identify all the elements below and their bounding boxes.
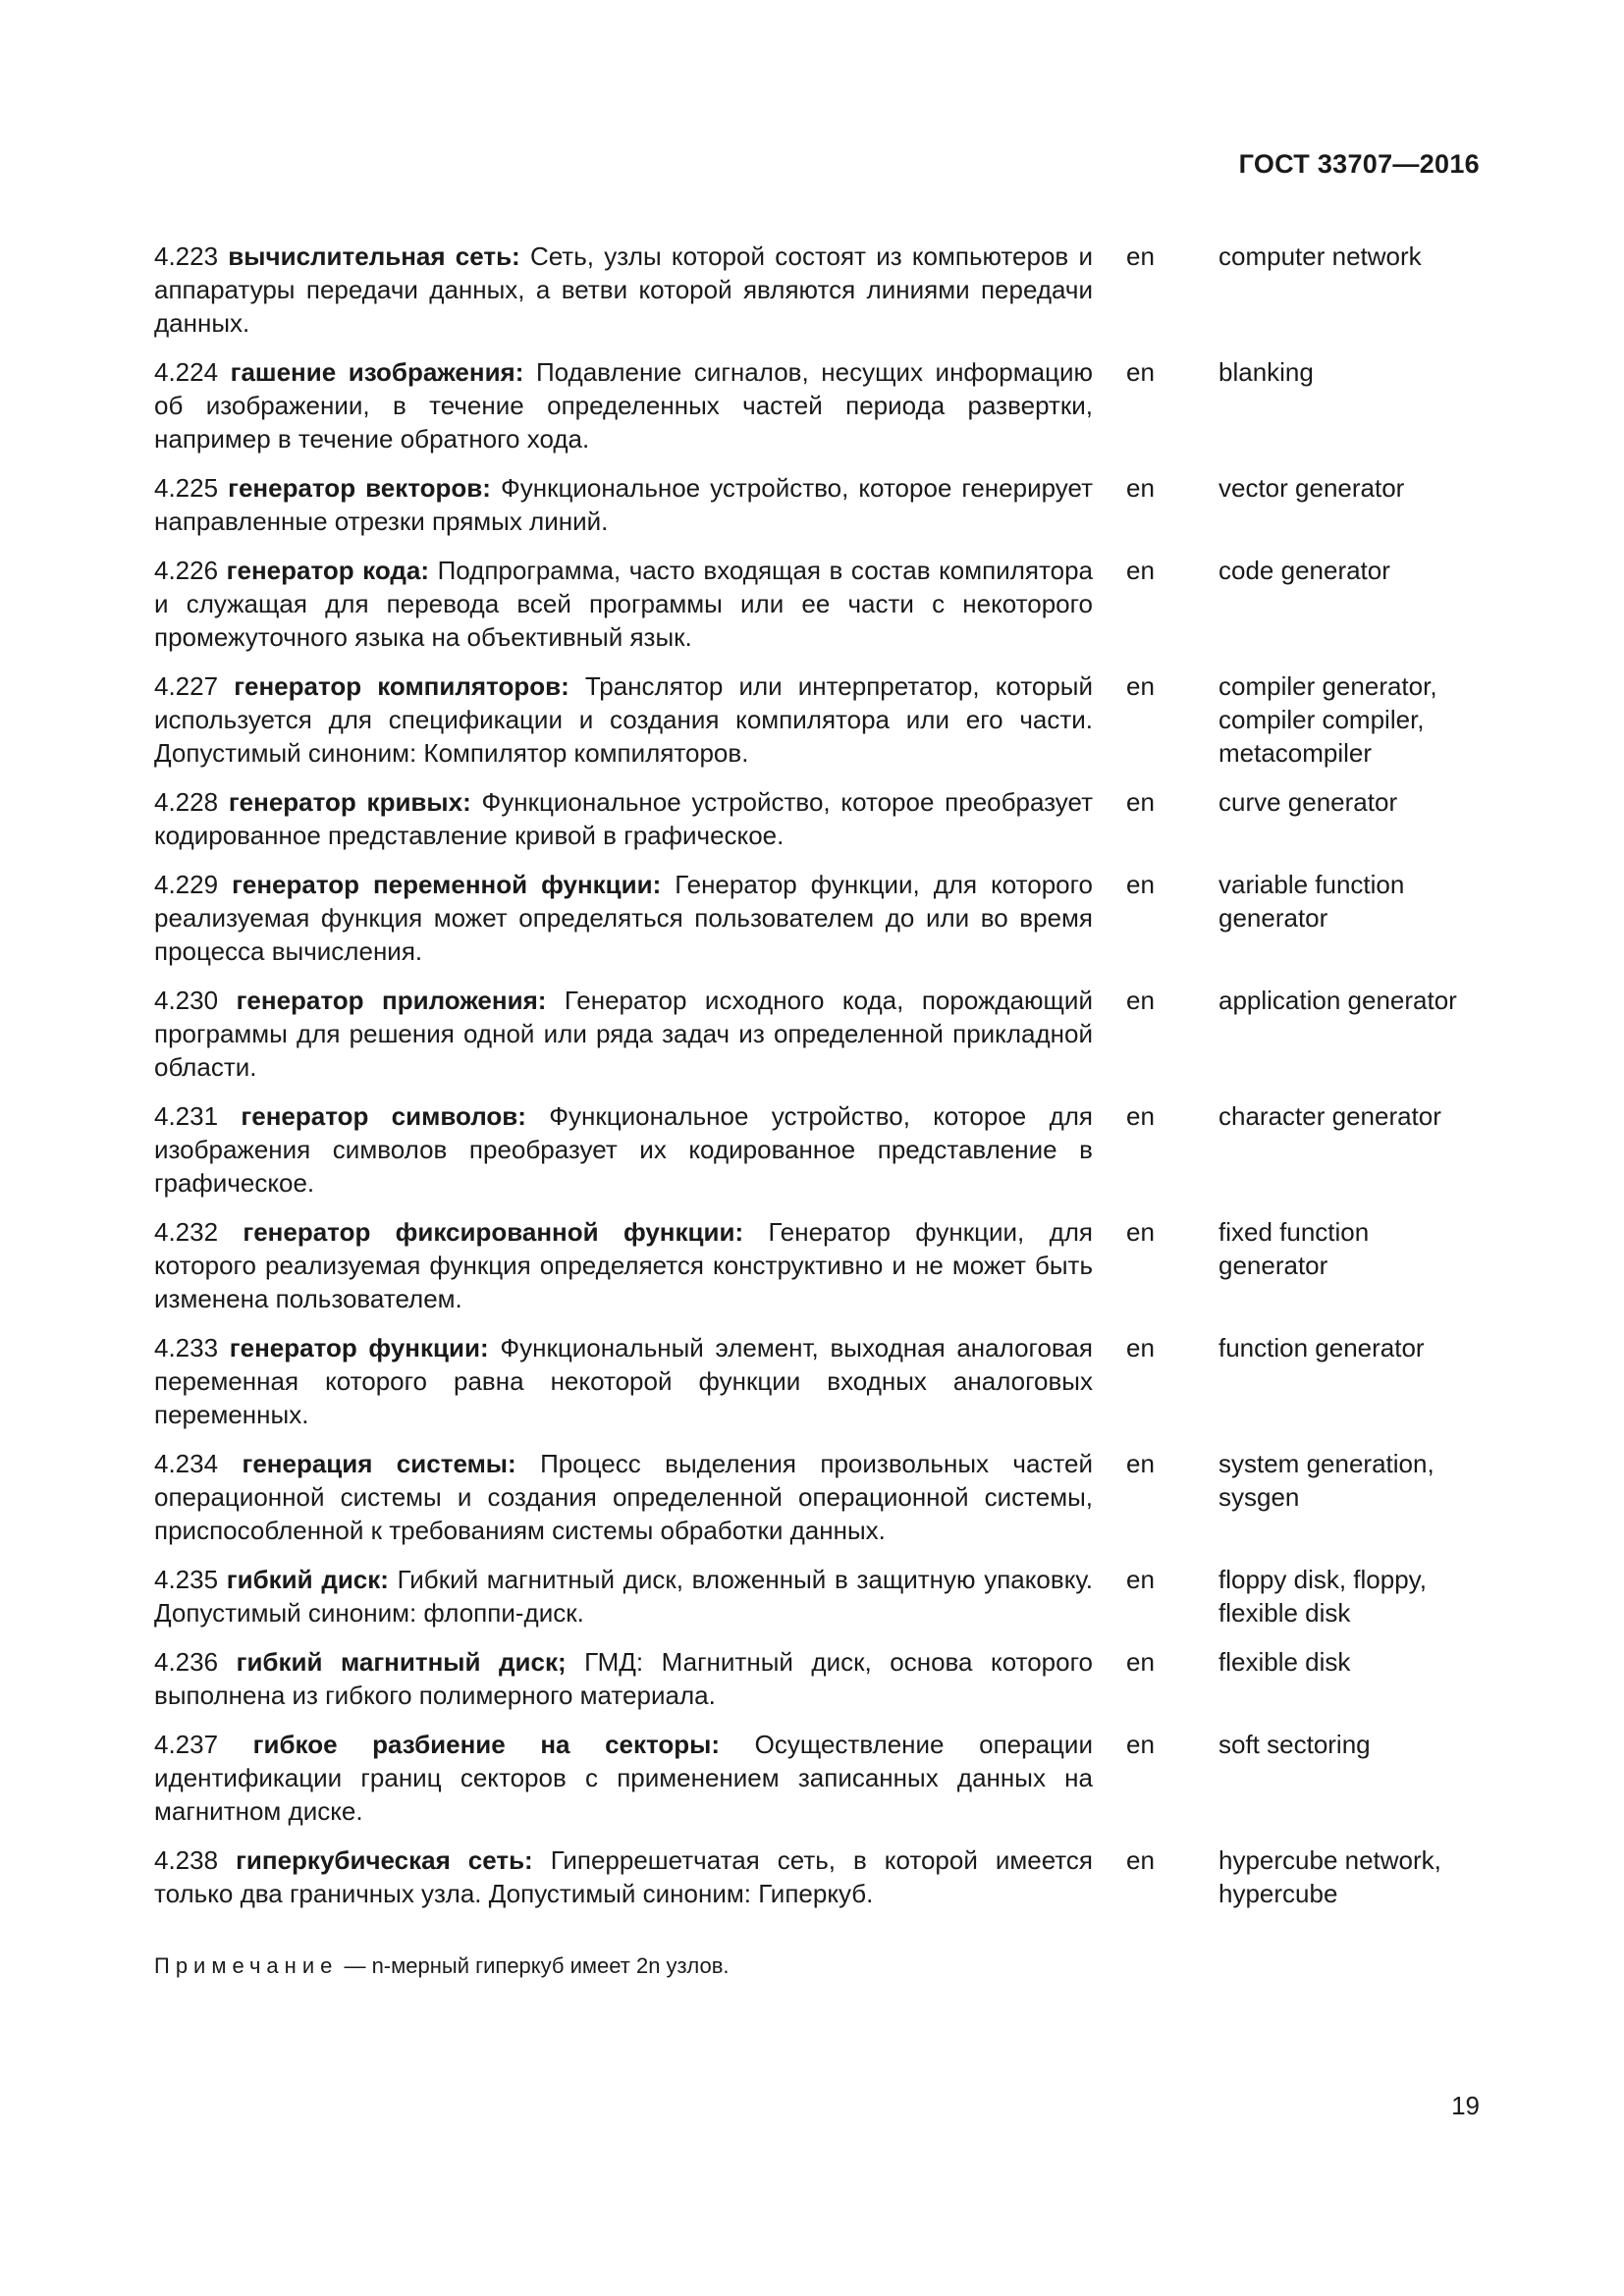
- term-list: [154, 240, 1480, 1926]
- note-text: — n-мерный гиперкуб имеет 2n узлов.: [338, 1953, 730, 1978]
- term-name: гибкий диск:: [226, 1565, 389, 1594]
- term-number: 4.235: [154, 1565, 219, 1594]
- term-name: генератор фиксированной функции:: [243, 1217, 744, 1247]
- term-number: 4.223: [154, 241, 219, 271]
- term-definition-block: [154, 471, 1093, 538]
- term-number: 4.234: [154, 1449, 219, 1478]
- language-code: en: [1126, 1565, 1155, 1594]
- english-equivalent: [1218, 785, 1480, 819]
- english-term-line: floppy disk, floppy,: [1218, 1565, 1427, 1594]
- term-definition: ГМД: Магнитный диск, основа которого выполнена из гибкого полимерного материала.: [154, 1647, 1093, 1710]
- term-entry: [154, 554, 1480, 654]
- term-definition: Осуществление операции идентификации границ секторов с применением записанных данных на магнитном диске.: [154, 1730, 1093, 1826]
- term-number: 4.237: [154, 1730, 219, 1759]
- term-entry: [154, 669, 1480, 770]
- english-equivalent: [1218, 1843, 1480, 1910]
- term-definition-block: [154, 1099, 1093, 1200]
- term-definition: Функциональный элемент, выходная аналоговая переменная которого равна некоторой функции входных аналоговых переменных.: [154, 1333, 1093, 1429]
- term-definition: Генератор функции, для которого реализуемая функция определяется конструктивно и не может быть изменена пользователем.: [154, 1217, 1093, 1313]
- term-entry: [154, 1843, 1480, 1910]
- term-definition-block: [154, 984, 1093, 1084]
- english-term-line: hypercube: [1218, 1879, 1338, 1908]
- english-equivalent: [1218, 1331, 1480, 1364]
- english-equivalent: [1218, 1215, 1480, 1282]
- language-code: en: [1126, 787, 1155, 817]
- english-term-line: character generator: [1218, 1101, 1441, 1131]
- language-code: en: [1126, 671, 1155, 701]
- term-entry: [154, 785, 1480, 852]
- english-term-line: blanking: [1218, 357, 1314, 387]
- term-name: гашение изображения:: [230, 357, 524, 387]
- term-number: 4.236: [154, 1647, 219, 1677]
- english-term-line: function generator: [1218, 1333, 1425, 1362]
- term-name: генератор функции:: [229, 1333, 489, 1362]
- term-definition-block: [154, 554, 1093, 654]
- term-entry: [154, 240, 1480, 340]
- term-definition: Функциональное устройство, которое для изображения символов преобразует их кодированное представление в графическое.: [154, 1101, 1093, 1198]
- term-name: гиперкубическая сеть:: [236, 1845, 533, 1875]
- term-entry: [154, 355, 1480, 455]
- term-definition-block: [154, 1843, 1093, 1910]
- language-code: en: [1126, 1449, 1155, 1478]
- language-code: en: [1126, 1333, 1155, 1362]
- english-term-line: compiler compiler,: [1218, 705, 1425, 734]
- term-entry: [154, 471, 1480, 538]
- term-entry: [154, 1563, 1480, 1629]
- english-equivalent: [1218, 1728, 1480, 1761]
- term-number: 4.226: [154, 556, 219, 585]
- language-code: en: [1126, 357, 1155, 387]
- english-equivalent: [1218, 1099, 1480, 1133]
- english-term-line: generator: [1218, 903, 1328, 933]
- term-definition: Транслятор или интерпретатор, который используется для спецификации и создания компилятора или его части. Допустимый синоним: Компилятор компиляторов.: [154, 671, 1093, 768]
- term-number: 4.224: [154, 357, 219, 387]
- term-definition: Подавление сигналов, несущих информацию об изображении, в течение определенных частей периода развертки, например в течение обратного хода.: [154, 357, 1093, 454]
- english-term-line: hypercube network,: [1218, 1845, 1441, 1875]
- term-definition-block: [154, 785, 1093, 852]
- term-number: 4.231: [154, 1101, 219, 1131]
- term-entry: [154, 1645, 1480, 1712]
- term-definition-block: [154, 1215, 1093, 1315]
- language-code: en: [1126, 986, 1155, 1015]
- english-term-line: soft sectoring: [1218, 1730, 1371, 1759]
- term-name: генератор векторов:: [228, 473, 491, 503]
- english-term-line: variable function: [1218, 870, 1405, 899]
- english-equivalent: [1218, 1563, 1480, 1629]
- term-name: вычислительная сеть:: [228, 241, 520, 271]
- term-name: генератор символов:: [241, 1101, 526, 1131]
- term-name: генератор компиляторов:: [234, 671, 569, 701]
- english-equivalent: [1218, 669, 1480, 770]
- term-entry: [154, 1728, 1480, 1828]
- language-code: en: [1126, 473, 1155, 503]
- language-code: en: [1126, 1217, 1155, 1247]
- term-definition: Подпрограмма, часто входящая в состав компилятора и служащая для перевода всей программы или ее части с некоторого промежуточного языка на объективный язык.: [154, 556, 1093, 652]
- language-code: en: [1126, 1647, 1155, 1677]
- language-code: en: [1126, 556, 1155, 585]
- term-definition-block: [154, 1728, 1093, 1828]
- term-definition-block: [154, 355, 1093, 455]
- term-number: 4.233: [154, 1333, 219, 1362]
- term-name: генерация системы:: [242, 1449, 516, 1478]
- term-number: 4.230: [154, 986, 219, 1015]
- english-term-line: flexible disk: [1218, 1647, 1351, 1677]
- term-definition: Гибкий магнитный диск, вложенный в защитную упаковку. Допустимый синоним: флоппи-диск.: [154, 1565, 1093, 1628]
- english-equivalent: [1218, 1645, 1480, 1679]
- english-term-line: system generation,: [1218, 1449, 1435, 1478]
- term-name: генератор кода:: [226, 556, 430, 585]
- term-definition: Сеть, узлы которой состоят из компьютеров и аппаратуры передачи данных, а ветви которой являются линиями передачи данных.: [154, 241, 1093, 338]
- english-term-line: fixed function generator: [1218, 1217, 1370, 1280]
- english-equivalent: [1218, 868, 1480, 934]
- term-number: 4.238: [154, 1845, 219, 1875]
- term-entry: [154, 1331, 1480, 1431]
- note: [154, 1951, 730, 1981]
- term-definition-block: [154, 1563, 1093, 1629]
- english-term-line: sysgen: [1218, 1482, 1300, 1512]
- term-number: 4.232: [154, 1217, 219, 1247]
- english-equivalent: [1218, 240, 1480, 273]
- english-equivalent: [1218, 355, 1480, 389]
- page-number: 19: [1451, 2091, 1480, 2120]
- term-entry: [154, 1099, 1480, 1200]
- english-term-line: metacompiler: [1218, 738, 1373, 768]
- term-name: гибкое разбиение на секторы:: [252, 1730, 721, 1759]
- term-definition-block: [154, 240, 1093, 340]
- term-number: 4.229: [154, 870, 219, 899]
- language-code: en: [1126, 870, 1155, 899]
- english-term-line: code generator: [1218, 556, 1390, 585]
- term-name: генератор приложения:: [236, 986, 547, 1015]
- standard-designation: ГОСТ 33707—2016: [1238, 149, 1480, 179]
- term-definition: Генератор исходного кода, порождающий программы для решения одной или ряда задач из определенной прикладной области.: [154, 986, 1093, 1082]
- term-definition: Генератор функции, для которого реализуемая функция может определяться пользователем до или во время процесса вычисления.: [154, 870, 1094, 966]
- english-term-line: vector generator: [1218, 473, 1405, 503]
- term-name: генератор кривых:: [228, 787, 471, 817]
- english-term-line: compiler generator,: [1218, 671, 1437, 701]
- term-definition-block: [154, 1645, 1093, 1712]
- term-entry: [154, 1447, 1480, 1547]
- term-definition: Процесс выделения произвольных частей операционной системы и создания определенной операционной системы, приспособленной к требованиям системы обработки данных.: [154, 1449, 1094, 1545]
- term-name: гибкий магнитный диск;: [236, 1647, 567, 1677]
- term-entry: [154, 984, 1480, 1084]
- term-definition-block: [154, 868, 1093, 968]
- term-definition: Функциональное устройство, которое преобразует кодированное представление кривой в графическое.: [154, 787, 1093, 850]
- term-entry: [154, 1215, 1480, 1315]
- english-equivalent: [1218, 984, 1480, 1017]
- term-number: 4.228: [154, 787, 219, 817]
- language-code: en: [1126, 1730, 1155, 1759]
- english-equivalent: [1218, 1447, 1480, 1514]
- english-equivalent: [1218, 471, 1480, 505]
- note-label: Примечание: [154, 1953, 339, 1978]
- term-entry: [154, 868, 1480, 968]
- term-definition: Гиперрешетчатая сеть, в которой имеется только два граничных узла. Допустимый синоним: Гиперкуб.: [154, 1845, 1093, 1908]
- english-equivalent: [1218, 554, 1480, 587]
- term-number: 4.227: [154, 671, 219, 701]
- term-definition: Функциональное устройство, которое генерирует направленные отрезки прямых линий.: [154, 473, 1093, 536]
- term-definition-block: [154, 1447, 1093, 1547]
- language-code: en: [1126, 1845, 1155, 1875]
- term-number: 4.225: [154, 473, 219, 503]
- language-code: en: [1126, 241, 1155, 271]
- english-term-line: flexible disk: [1218, 1598, 1351, 1628]
- term-definition-block: [154, 1331, 1093, 1431]
- english-term-line: curve generator: [1218, 787, 1398, 817]
- term-definition-block: [154, 669, 1093, 770]
- language-code: en: [1126, 1101, 1155, 1131]
- english-term-line: computer network: [1218, 241, 1422, 271]
- english-term-line: application generator: [1218, 986, 1457, 1015]
- term-name: генератор переменной функции:: [232, 870, 662, 899]
